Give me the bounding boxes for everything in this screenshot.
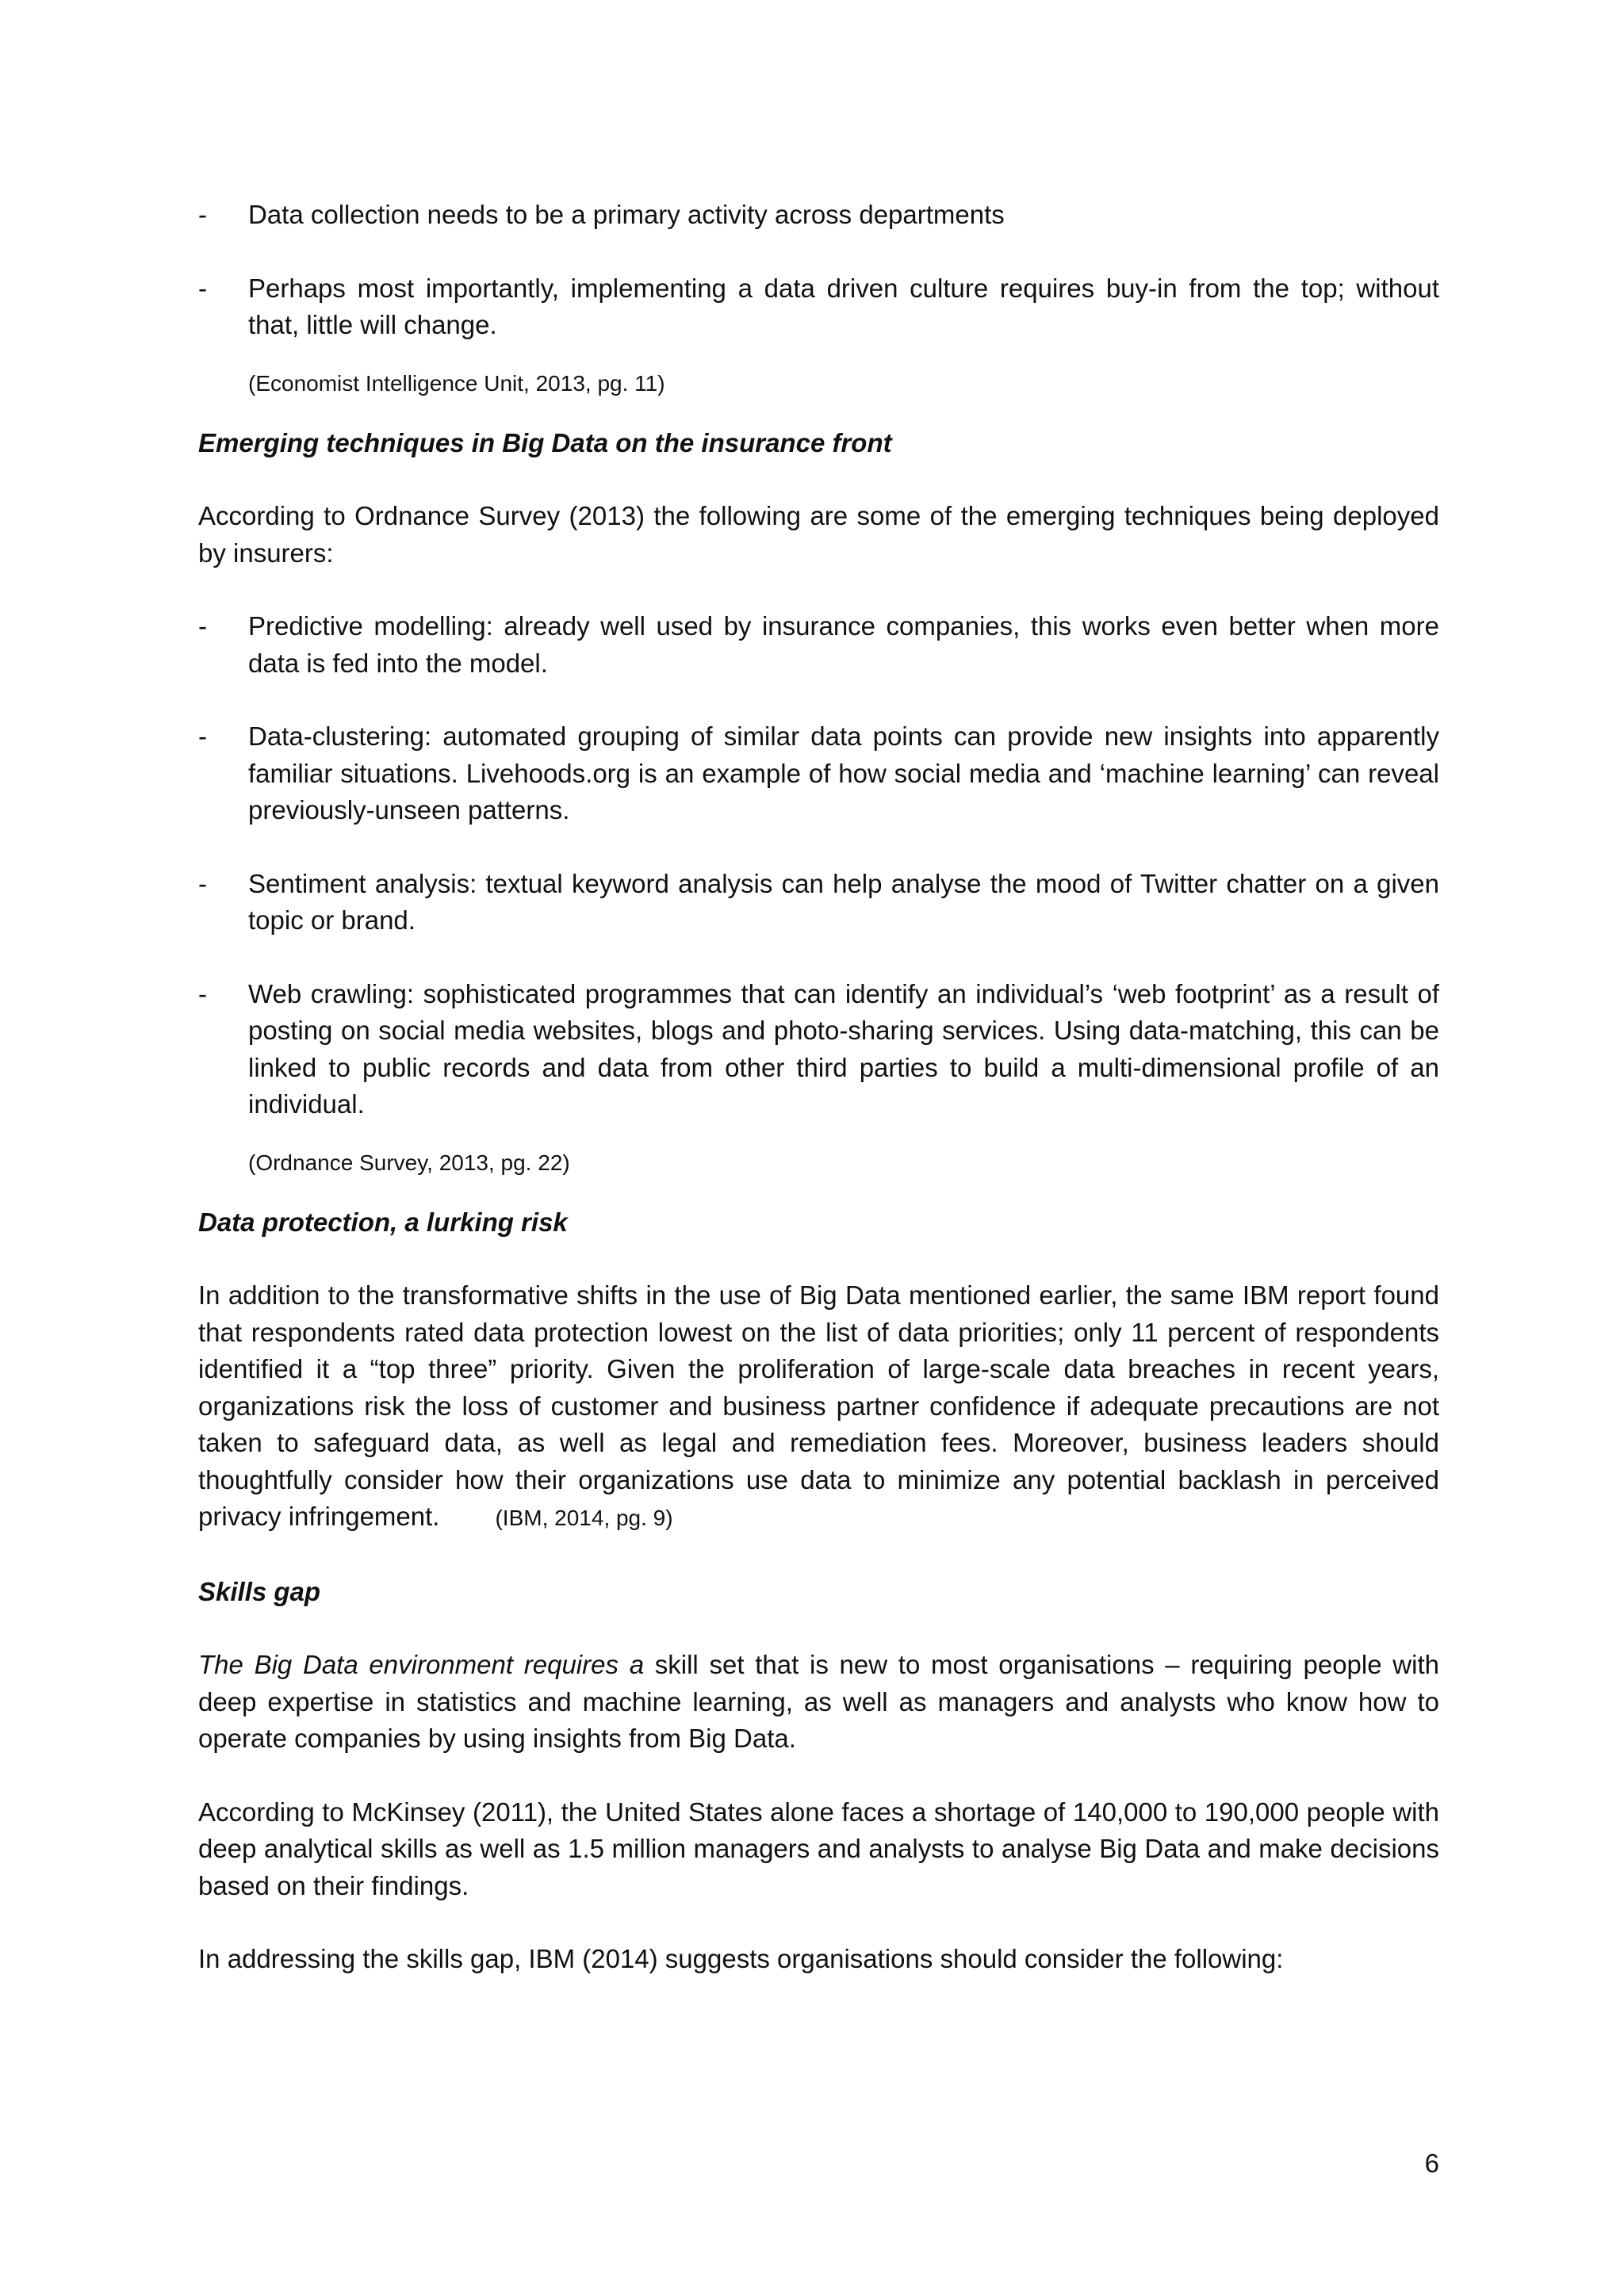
paragraph: According to McKinsey (2011), the United States alone faces a shortage of 140,000 to 190,000 people with deep analytical skills as well as 1.5 million managers and analysts to analyse Big Data and make decisions based on their findings. [198, 1797, 1439, 1900]
citation: (Economist Intelligence Unit, 2013, pg. 11) [248, 370, 665, 396]
bullet-dash: - [198, 721, 207, 751]
paragraph: According to Ordnance Survey (2013) the following are some of the emerging techniques being deployed by insurers: [198, 501, 1439, 568]
section-heading: Skills gap [198, 1576, 321, 1606]
paragraph-body: skill set that is new to most organisations – requiring people with deep expertise in statistics and machine learning, as well as managers and analysts who know how to operate companies by using insights from Big Data. [198, 1650, 1439, 1753]
bullet-text: Data collection needs to be a primary activity across departments [248, 200, 1005, 229]
list-item [198, 866, 1439, 939]
list-item [198, 718, 1439, 829]
bullet-text: Sentiment analysis: textual keyword analysis can help analyse the mood of Twitter chatter on a given topic or brand. [248, 868, 1439, 935]
list-item [198, 197, 1439, 234]
bullet-dash: - [198, 200, 207, 229]
paragraph [198, 1277, 1439, 1537]
bullet-dash: - [198, 868, 207, 898]
section-heading: Emerging techniques in Big Data on the insurance front [198, 427, 892, 457]
bullet-dash: - [198, 978, 207, 1008]
citation: (Ordnance Survey, 2013, pg. 22) [248, 1150, 570, 1175]
bullet-text: Web crawling: sophisticated programmes that can identify an individual’s ‘web footprint’ as a result of posting on social media websites, blogs and photo-sharing services. Using data-matching, this can be linked to public records and data from other third parties to build a multi-dimensional profile of an individual. [248, 978, 1439, 1119]
page-content [198, 197, 1439, 1978]
bullet-text: Data-clustering: automated grouping of similar data points can provide new insights into apparently familiar situations. Livehoods.org is an example of how social media and ‘machine learning’ can reveal previously-unseen patterns. [248, 721, 1439, 825]
bullet-text: Predictive modelling: already well used by insurance companies, this works even better when more data is fed into the model. [248, 611, 1439, 678]
inline-citation: (IBM, 2014, pg. 9) [495, 1506, 673, 1530]
list-item [198, 976, 1439, 1123]
bullet-dash: - [198, 273, 207, 303]
bullet-text: Perhaps most importantly, implementing a data driven culture requires buy-in from the top; without that, little will change. [248, 273, 1439, 339]
paragraph-body: In addition to the transformative shifts in the use of Big Data mentioned earlier, the same IBM report found that respondents rated data protection lowest on the list of data priorities; only 11 percent of respondents identified it a “top three” priority. Given the proliferation of large-scale data breaches in recent years, organizations risk the loss of customer and business partner confidence if adequate precautions are not taken to safeguard data, as well as legal and remediation fees. Moreover, business leaders should thoughtfully consider how their organizations use data to minimize any potential backlash in perceived privacy infringement. [198, 1280, 1439, 1531]
list-item [198, 608, 1439, 682]
italic-lead: The Big Data environment requires a [198, 1650, 645, 1679]
page-number: 6 [1424, 2149, 1439, 2178]
section-heading: Data protection, a lurking risk [198, 1207, 568, 1237]
paragraph: In addressing the skills gap, IBM (2014) suggests organisations should consider the following: [198, 1944, 1284, 1973]
bullet-dash: - [198, 611, 207, 641]
paragraph [198, 1647, 1439, 1758]
list-item [198, 270, 1439, 344]
